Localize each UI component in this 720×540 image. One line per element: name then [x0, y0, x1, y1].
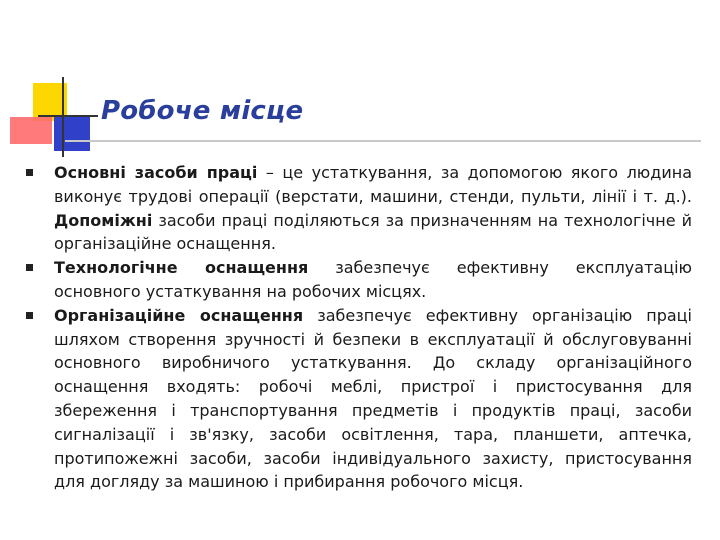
title-underline	[65, 140, 701, 142]
square-bullet-icon	[26, 264, 33, 271]
square-bullet-icon	[26, 169, 33, 176]
bullet-list	[22, 161, 692, 494]
square-bullet-icon	[26, 312, 33, 319]
item-text: забезпечує ефективну організацію праці шляхом створення зручності й безпеки в експлуатації й обслуговуванні основного виробничого устаткування. До складу організаційного оснащення входять: робочі меблі, пристрої і пристосування для збереження і транспортування предметів і продуктів праці, засоби сигналізації і зв'язку, засоби освітлення, тара, планшети, аптечка, протипожежні засоби, засоби індивідуального захисту, пристосування для догляду за машиною і прибирання робочого місця.	[54, 305, 693, 492]
item-text: засоби праці поділяються за призначенням на технологічне й організаційне оснащення.	[54, 210, 692, 254]
bullet-item-main-means	[22, 161, 692, 256]
logo-horizontal-line	[38, 115, 98, 117]
term-auxiliary: Допоміжні	[54, 210, 153, 230]
item-text: – це устаткування, за допомогою якого людина виконує трудові операції (верстати, машини, стенди, пульти, лінії і т. д.).	[54, 163, 692, 206]
term-technological: Технологічне оснащення	[54, 258, 309, 278]
item-text: забезпечує ефективну експлуатацію основного устаткування на робочих місцях.	[54, 258, 692, 301]
bullet-item-technological	[22, 256, 692, 304]
bullet-item-organizational	[22, 304, 692, 494]
logo-vertical-line	[62, 77, 64, 157]
slide-logo	[0, 0, 100, 160]
term-organizational: Організаційне оснащення	[54, 305, 304, 325]
logo-red-square	[10, 117, 52, 144]
slide-title: Робоче місце	[101, 96, 304, 126]
logo-blue-square	[54, 117, 90, 151]
term-main-means: Основні засоби праці	[54, 163, 258, 182]
